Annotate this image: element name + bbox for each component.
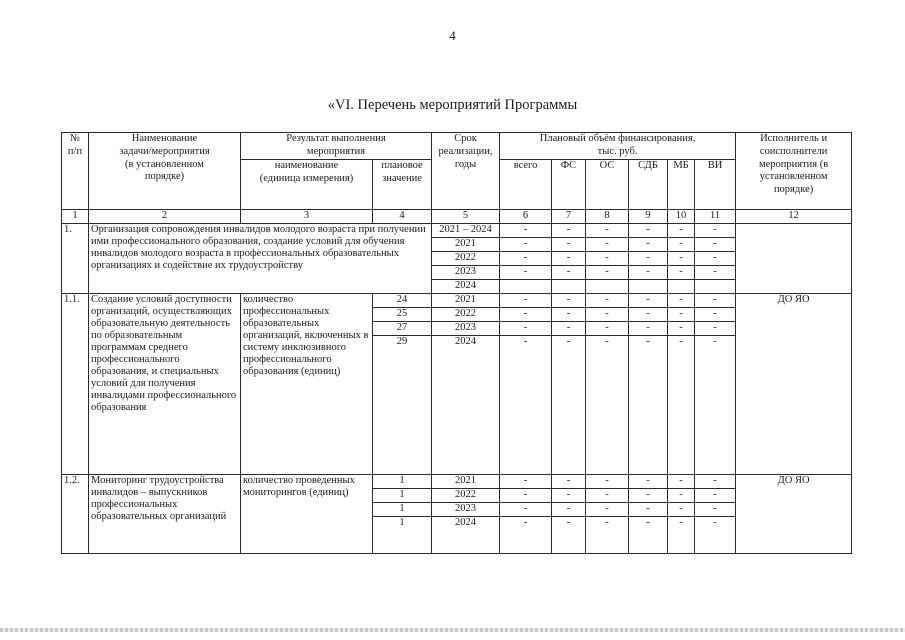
fin-dash: - — [552, 336, 586, 475]
fin-dash: - — [695, 336, 736, 475]
fin-dash: - — [500, 308, 552, 322]
header-result-value: плановое значение — [373, 160, 432, 210]
row-result-name: количество профессиональных образовательных организаций, включенных в систему инклюзивного профессионального образования (единиц) — [241, 294, 373, 475]
row-year: 2024 — [432, 336, 500, 475]
row-year: 2023 — [432, 503, 500, 517]
scan-edge — [0, 628, 905, 632]
row-task-name: Создание условий доступности организаций, осуществляющих образовательную деятельность по образовательным программам среднего профессионального образования, и специальных условий для получения инвалидами профессионального образования — [89, 294, 241, 475]
row-planned-value: 25 — [373, 308, 432, 322]
row-planned-value: 29 — [373, 336, 432, 475]
col-number: 1 — [62, 210, 89, 224]
fin-dash: - — [629, 517, 668, 554]
header-term: Срок реализации, годы — [432, 133, 500, 210]
header-row-1 — [62, 133, 852, 160]
row-year: 2021 — [432, 475, 500, 489]
row-year: 2021 — [432, 294, 500, 308]
header-result: Результат выполнения мероприятия — [241, 133, 432, 160]
fin-dash: - — [586, 266, 629, 280]
header-fin-sdb: СДБ — [629, 160, 668, 210]
fin-dash: - — [695, 266, 736, 280]
table-row — [62, 224, 852, 238]
fin-dash: - — [629, 252, 668, 266]
fin-dash: - — [500, 294, 552, 308]
fin-dash: - — [586, 503, 629, 517]
row-year: 2021 — [432, 238, 500, 252]
fin-dash: - — [500, 475, 552, 489]
row-year: 2023 — [432, 266, 500, 280]
fin-dash: - — [629, 475, 668, 489]
col-number: 3 — [241, 210, 373, 224]
page-number: 4 — [449, 28, 456, 43]
fin-dash: - — [668, 322, 695, 336]
col-number: 12 — [736, 210, 852, 224]
fin-dash: - — [552, 322, 586, 336]
fin-dash: - — [695, 503, 736, 517]
row-planned-value: 1 — [373, 503, 432, 517]
row-result-name: количество проведенных мониторингов (единиц) — [241, 475, 373, 554]
fin-dash: - — [586, 252, 629, 266]
col-number: 8 — [586, 210, 629, 224]
col-number: 10 — [668, 210, 695, 224]
header-num: № п/п — [62, 133, 89, 210]
row-year: 2023 — [432, 322, 500, 336]
col-number: 5 — [432, 210, 500, 224]
row-planned-value: 1 — [373, 517, 432, 554]
row-number: 1.2. — [62, 475, 89, 554]
fin-dash: - — [552, 266, 586, 280]
fin-dash: - — [500, 266, 552, 280]
fin-dash: - — [586, 517, 629, 554]
fin-dash: - — [668, 336, 695, 475]
header-executor: Исполнитель и соисполнители мероприятия (в установленном порядке) — [736, 133, 852, 210]
fin-dash: - — [695, 475, 736, 489]
fin-dash: - — [629, 503, 668, 517]
fin-dash: - — [586, 238, 629, 252]
row-task-name: Мониторинг трудоустройства инвалидов – выпускников профессиональных образовательных организаций — [89, 475, 241, 554]
row-executor: ДО ЯО — [736, 294, 852, 475]
fin-dash: - — [668, 503, 695, 517]
header-fin-mb: МБ — [668, 160, 695, 210]
col-number: 6 — [500, 210, 552, 224]
fin-dash: - — [668, 517, 695, 554]
header-finance: Плановый объём финансирования, тыс. руб. — [500, 133, 736, 160]
row-task-name: Организация сопровождения инвалидов молодого возраста при получении ими профессионального образования, создание условий для обучения инвалидов молодого возраста в профессиональных образовательных организациях и содействие их трудоустройству — [89, 224, 432, 294]
column-numbers-row — [62, 210, 852, 224]
fin-dash: - — [695, 294, 736, 308]
header-fin-vi: ВИ — [695, 160, 736, 210]
fin-dash: - — [552, 308, 586, 322]
row-number: 1. — [62, 224, 89, 294]
fin-dash: - — [552, 252, 586, 266]
row-year: 2024 — [432, 517, 500, 554]
fin-dash: - — [668, 294, 695, 308]
fin-dash: - — [695, 322, 736, 336]
fin-dash: - — [586, 489, 629, 503]
fin-dash: - — [500, 238, 552, 252]
fin-dash: - — [695, 252, 736, 266]
fin-dash: - — [500, 489, 552, 503]
fin-dash: - — [629, 489, 668, 503]
fin-dash: - — [500, 517, 552, 554]
row-executor — [736, 224, 852, 294]
header-fin-os: ОС — [586, 160, 629, 210]
row-year: 2021 – 2024 — [432, 224, 500, 238]
fin-dash: - — [552, 503, 586, 517]
fin-dash: - — [629, 322, 668, 336]
row-planned-value: 1 — [373, 475, 432, 489]
header-result-name: наименование (единица измерения) — [241, 160, 373, 210]
fin-dash: - — [500, 224, 552, 238]
row-year: 2024 — [432, 280, 500, 294]
fin-dash: - — [695, 517, 736, 554]
fin-dash: - — [586, 322, 629, 336]
fin-dash: - — [552, 489, 586, 503]
row-number: 1.1. — [62, 294, 89, 475]
row-planned-value: 27 — [373, 322, 432, 336]
fin-dash: - — [668, 238, 695, 252]
fin-dash: - — [586, 336, 629, 475]
fin-dash: - — [552, 238, 586, 252]
fin-dash: - — [586, 294, 629, 308]
col-number: 2 — [89, 210, 241, 224]
row-executor: ДО ЯО — [736, 475, 852, 554]
fin-dash: - — [500, 336, 552, 475]
row-year: 2022 — [432, 252, 500, 266]
fin-dash: - — [629, 308, 668, 322]
fin-dash: - — [552, 294, 586, 308]
col-number: 7 — [552, 210, 586, 224]
row-planned-value: 24 — [373, 294, 432, 308]
fin-dash: - — [586, 475, 629, 489]
table-row — [62, 294, 852, 308]
fin-dash: - — [668, 252, 695, 266]
fin-dash: - — [668, 308, 695, 322]
header-fin-fs: ФС — [552, 160, 586, 210]
col-number: 9 — [629, 210, 668, 224]
header-task-name: Наименование задачи/мероприятия (в установленном порядке) — [89, 133, 241, 210]
fin-dash: - — [668, 266, 695, 280]
fin-dash: - — [586, 308, 629, 322]
fin-dash: - — [668, 489, 695, 503]
row-year: 2022 — [432, 308, 500, 322]
col-number: 11 — [695, 210, 736, 224]
fin-dash: - — [629, 238, 668, 252]
fin-dash: - — [695, 308, 736, 322]
fin-dash: - — [500, 322, 552, 336]
col-number: 4 — [373, 210, 432, 224]
document-title: «VI. Перечень мероприятий Программы — [327, 97, 578, 113]
fin-dash: - — [629, 224, 668, 238]
fin-dash: - — [629, 266, 668, 280]
fin-dash: - — [695, 224, 736, 238]
table-row — [62, 475, 852, 489]
fin-dash: - — [552, 517, 586, 554]
fin-dash: - — [552, 224, 586, 238]
fin-dash: - — [668, 475, 695, 489]
fin-dash: - — [695, 489, 736, 503]
fin-dash: - — [629, 336, 668, 475]
fin-dash: - — [629, 294, 668, 308]
row-planned-value: 1 — [373, 489, 432, 503]
header-fin-total: всего — [500, 160, 552, 210]
fin-dash: - — [695, 238, 736, 252]
fin-dash: - — [668, 224, 695, 238]
fin-dash: - — [500, 503, 552, 517]
fin-dash: - — [586, 224, 629, 238]
fin-dash: - — [500, 252, 552, 266]
row-year: 2022 — [432, 489, 500, 503]
measures-table — [61, 132, 852, 554]
fin-dash: - — [552, 475, 586, 489]
